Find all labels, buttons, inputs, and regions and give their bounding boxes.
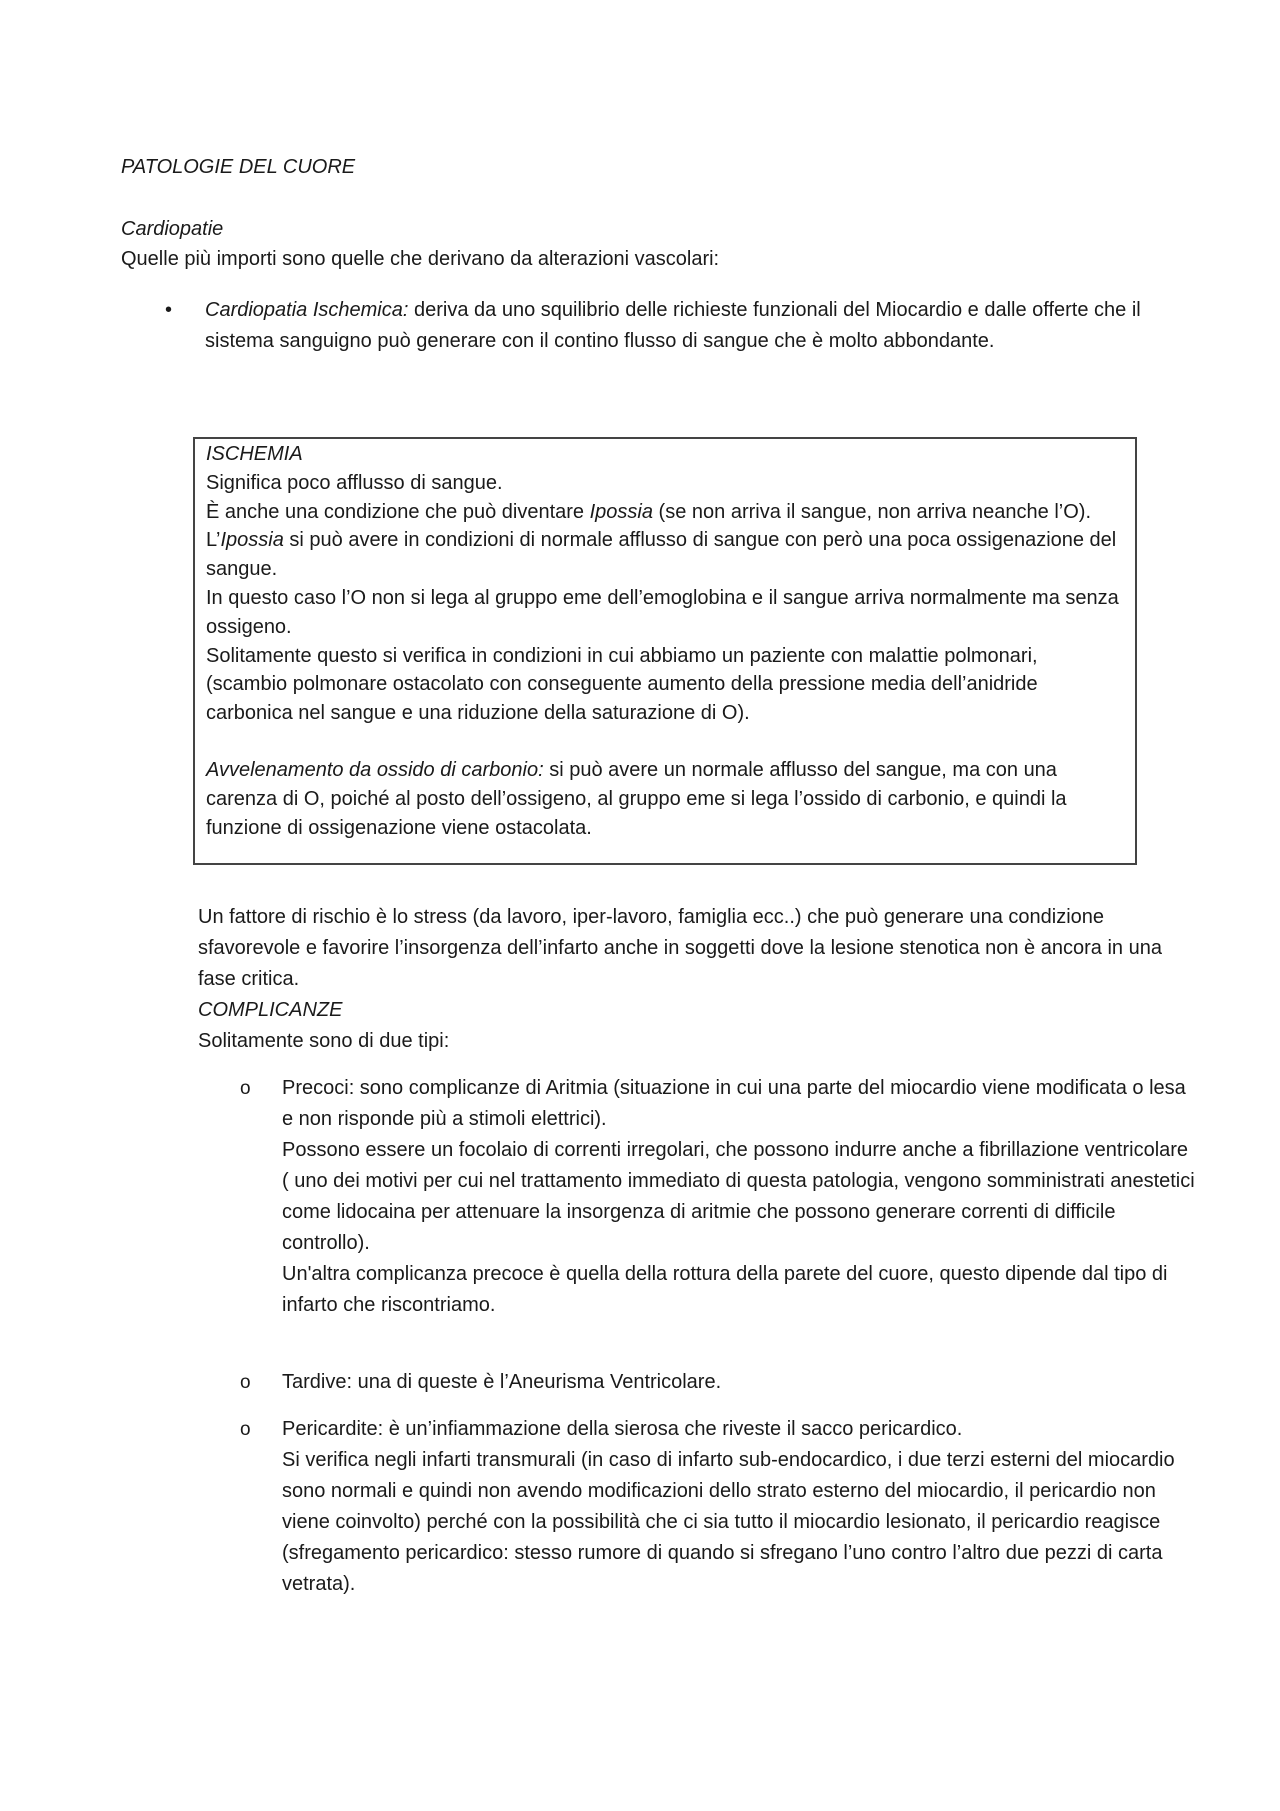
intro-paragraph: Quelle più importi sono quelle che derivano da alterazioni vascolari: xyxy=(121,248,720,270)
list-spacer xyxy=(198,1398,1198,1414)
box-heading: ISCHEMIA xyxy=(206,443,303,465)
list-marker: o xyxy=(240,1372,251,1393)
box-poison-term: Avvelenamento da ossido di carbonio: xyxy=(206,758,544,781)
complications-intro: Solitamente sono di due tipi: xyxy=(198,1030,450,1052)
box-line-4: In questo caso l’O non si lega al gruppo eme dell’emoglobina e il sangue arriva normalmente ma senza ossigeno. xyxy=(206,586,1119,638)
ischemia-box xyxy=(193,437,1137,865)
box-line-3-term: Ipossia xyxy=(220,529,284,552)
box-line-2-text-b: (se non arriva il sangue, non arriva neanche l’O). xyxy=(653,500,1092,523)
list-item-text xyxy=(282,1073,1198,1321)
box-poison-text: si può avere un normale afflusso del sangue, ma con una carenza di O, poiché al posto dell’ossigeno, al gruppo eme si lega l’ossido di carbonio, e quindi la funzione di ossigenazione viene ostacolata. xyxy=(206,758,1067,839)
complications-heading: COMPLICANZE xyxy=(198,999,343,1021)
box-line-1: Significa poco afflusso di sangue. xyxy=(206,471,503,494)
list-marker: o xyxy=(240,1078,251,1099)
list-item xyxy=(198,1073,1198,1321)
box-line-5: Solitamente questo si verifica in condizioni in cui abbiamo un paziente con malattie polmonari, (scambio polmonare ostacolato con conseguente aumento della pressione media dell’anidride carbonica nel sangue e una riduzione della saturazione di O). xyxy=(206,644,1038,725)
list-item-paragraph: Pericardite: è un’infiammazione della sierosa che riveste il sacco pericardico. xyxy=(282,1418,963,1440)
box-line-3 xyxy=(206,526,1124,584)
box-line-2-term: Ipossia xyxy=(589,500,653,523)
list-item-text xyxy=(282,1367,1198,1398)
list-item-paragraph: Si verifica negli infarti transmurali (in caso di infarto sub-endocardico, i due terzi esterni del miocardio sono normali e quindi non avendo modificazioni dello strato esterno del miocardio, il pericardio non viene coinvolto) perché con la possibilità che ci sia tutto il miocardio lesionato, il pericardio reagisce (sfregamento pericardico: stesso rumore di quando si sfregano l’uno contro l’altro due pezzi di carta vetrata). xyxy=(282,1449,1175,1595)
list-item-paragraph: Un'altra complicanza precoce è quella della rottura della parete del cuore, questo dipende dal tipo di infarto che riscontriamo. xyxy=(282,1263,1168,1316)
bullet-item-cardiopatia-ischemica xyxy=(121,295,1161,357)
bullet-term: Cardiopatia Ischemica: xyxy=(205,299,409,321)
section-title: Cardiopatie xyxy=(121,218,224,240)
list-item-text xyxy=(282,1414,1198,1600)
list-item-paragraph: Possono essere un focolaio di correnti irregolari, che possono indurre anche a fibrillazione ventricolare ( uno dei motivi per cui nel trattamento immediato di questa patologia, vengono somministrati anestetici come lidocaina per attenuare la insorgenza di aritmie che possono generare correnti di difficile controllo). xyxy=(282,1139,1195,1254)
list-item-paragraph: Precoci: sono complicanze di Aritmia (situazione in cui una parte del miocardio viene modificata o lesa e non risponde più a stimoli elettrici). xyxy=(282,1077,1186,1130)
list-item xyxy=(198,1414,1198,1600)
box-poison-paragraph xyxy=(206,756,1124,842)
list-item-paragraph: Tardive: una di queste è l’Aneurisma Ventricolare. xyxy=(282,1371,722,1393)
box-spacer xyxy=(206,728,1124,756)
box-line-2 xyxy=(206,498,1124,527)
list-spacer xyxy=(198,1321,1198,1367)
bullet-text xyxy=(205,295,1161,357)
box-line-3-text-a: L’ xyxy=(206,529,221,552)
box-line-2-text-a: È anche una condizione che può diventare xyxy=(206,500,590,523)
list-marker: o xyxy=(240,1419,251,1440)
risk-paragraph: Un fattore di rischio è lo stress (da lavoro, iper-lavoro, famiglia ecc..) che può generare una condizione sfavorevole e favorire l’insorgenza dell’infarto anche in soggetti dove la lesione stenotica non è ancora in una fase critica. xyxy=(198,906,1162,990)
bullet-description: deriva da uno squilibrio delle richieste funzionali del Miocardio e dalle offerte che il sistema sanguigno può generare con il contino flusso di sangue che è molto abbondante. xyxy=(205,299,1141,352)
list-item xyxy=(198,1367,1198,1398)
complications-list xyxy=(198,1073,1198,1600)
bullet-marker: • xyxy=(165,299,173,321)
risk-section xyxy=(198,902,1178,1057)
document-title: PATOLOGIE DEL CUORE xyxy=(121,156,356,178)
box-line-3-text-b: si può avere in condizioni di normale afflusso di sangue con però una poca ossigenazione del sangue. xyxy=(206,529,1117,581)
